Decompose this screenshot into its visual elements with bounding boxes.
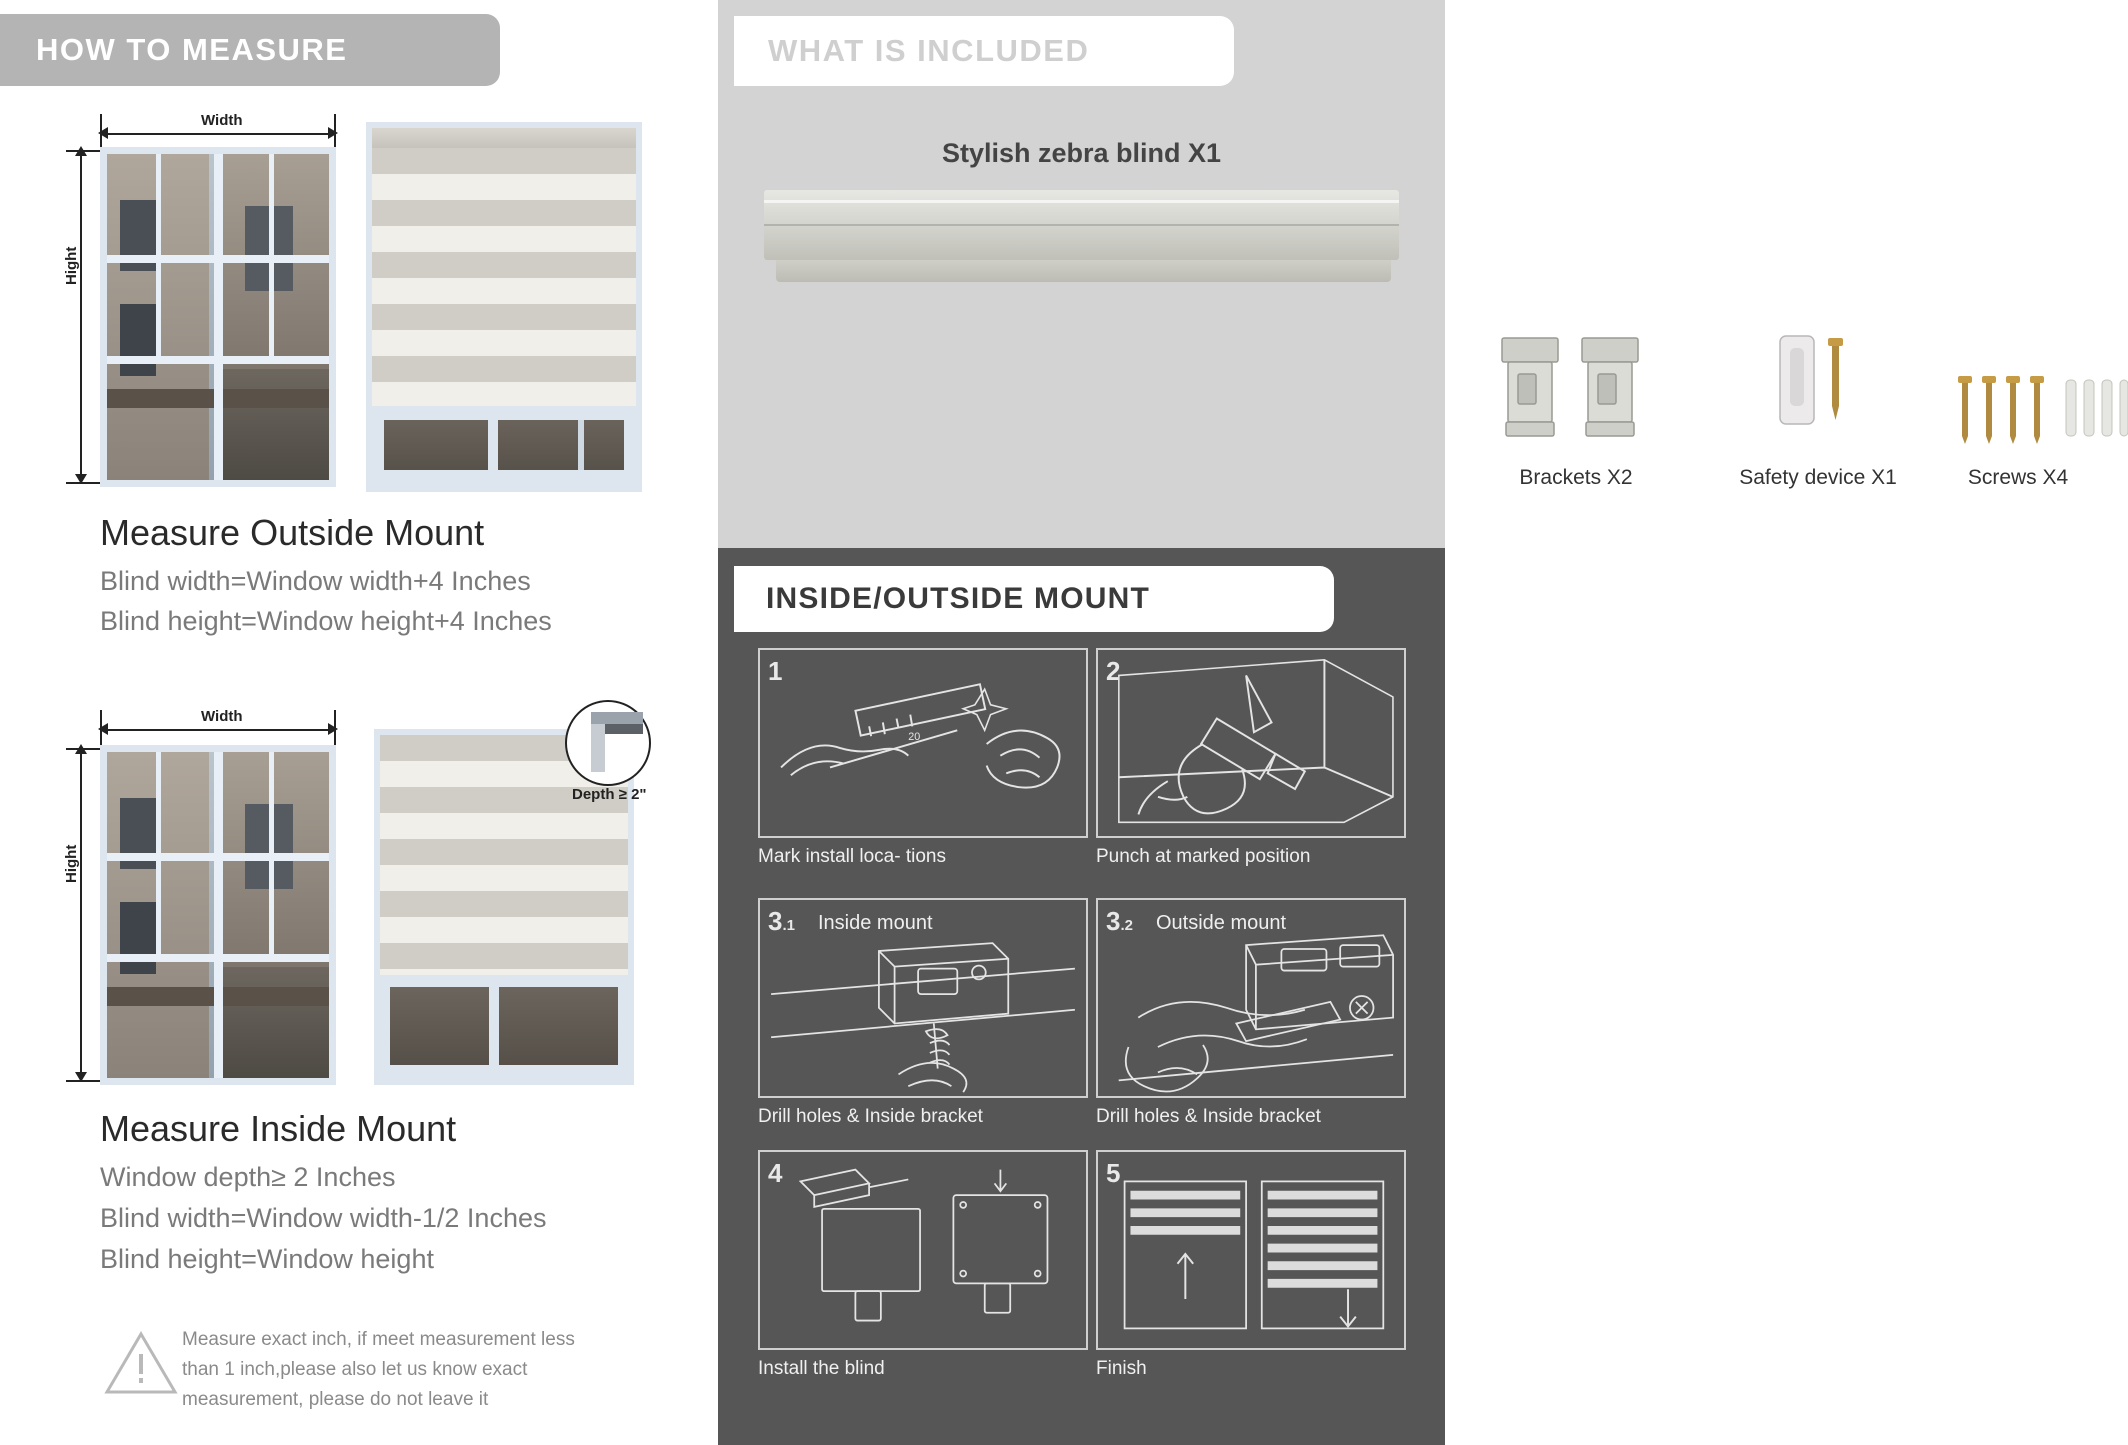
step-caption-3-2: Drill holes & Inside bracket xyxy=(1096,1106,1321,1127)
what-is-included-panel xyxy=(718,0,2069,548)
inside-mount-line-3: Blind height=Window height xyxy=(100,1244,434,1274)
depth-label: Depth ≥ 2" xyxy=(572,786,647,803)
width-tick-right-inside xyxy=(334,710,336,748)
step-card-2 xyxy=(1096,648,1406,838)
note-line-1: Measure exact inch, if meet measurement less xyxy=(182,1329,575,1350)
what-is-included-banner: WHAT IS INCLUDED xyxy=(734,16,1234,86)
height-arrow-line-outside xyxy=(80,150,82,480)
width-tick-left-inside xyxy=(100,710,102,748)
how-to-measure-panel xyxy=(0,0,712,1445)
brackets-image xyxy=(1496,328,1656,446)
step-subtitle-3-2: Outside mount xyxy=(1156,912,1287,934)
part-caption-safety: Safety device X1 xyxy=(1739,466,1897,489)
zebra-fabric-outside xyxy=(372,148,636,406)
step-number-1: 1 xyxy=(768,656,783,686)
width-arrow-line-inside xyxy=(100,729,336,731)
note-line-2: than 1 inch,please also let us know exact xyxy=(182,1359,528,1380)
window-view-outside xyxy=(372,406,636,486)
step-card-1 xyxy=(758,648,1088,838)
inside-outside-mount-panel xyxy=(718,548,1445,1445)
width-arrow-right-inside xyxy=(328,723,338,735)
step-number-4: 4 xyxy=(768,1158,783,1188)
blind-photo-outside xyxy=(366,122,642,492)
height-arrow-line-inside xyxy=(80,748,82,1078)
window-view-inside xyxy=(380,975,628,1079)
step-number-5: 5 xyxy=(1106,1158,1121,1188)
width-arrow-line-outside xyxy=(100,133,336,135)
outside-mount-line-1: Blind width=Window width+4 Inches xyxy=(100,566,531,596)
zebra-blind-bottom-rail xyxy=(776,260,1391,282)
step-sketch-3-2 xyxy=(1098,900,1404,1096)
zebra-blind-product-image xyxy=(764,190,1399,260)
step-card-3-2 xyxy=(1096,898,1406,1098)
height-label-inside: Hight xyxy=(63,840,80,888)
outside-mount-line-2: Blind height=Window height+4 Inches xyxy=(100,606,552,636)
window-photo-outside xyxy=(100,147,336,487)
height-tick-bottom-outside xyxy=(66,482,102,484)
outside-mount-heading: Measure Outside Mount xyxy=(100,512,485,553)
height-label-outside: Hight xyxy=(63,242,80,290)
safety-device-image xyxy=(1758,328,1878,446)
inside-outside-mount-banner: INSIDE/OUTSIDE MOUNT xyxy=(734,566,1334,632)
warning-triangle-icon xyxy=(104,1330,178,1396)
step-card-5 xyxy=(1096,1150,1406,1350)
step-caption-1: Mark install loca- tions xyxy=(758,846,946,867)
height-tick-bottom-inside xyxy=(66,1080,102,1082)
width-arrow-right-outside xyxy=(328,127,338,139)
step-number-2: 2 xyxy=(1106,656,1121,686)
screws-image xyxy=(1948,328,2128,446)
step-sketch-3-1 xyxy=(760,900,1086,1096)
step-caption-4: Install the blind xyxy=(758,1358,885,1379)
height-tick-top-inside xyxy=(66,748,102,750)
step-caption-2: Punch at marked position xyxy=(1096,846,1311,867)
svg-text:20: 20 xyxy=(908,731,921,744)
product-title: Stylish zebra blind X1 xyxy=(941,138,1222,168)
step-sketch-5 xyxy=(1098,1152,1404,1348)
part-caption-brackets: Brackets X2 xyxy=(1519,466,1633,489)
blind-headrail-outside xyxy=(372,128,636,148)
step-sketch-1 xyxy=(760,650,1086,836)
step-number-3-1: 3.1 xyxy=(768,906,795,936)
step-caption-5: Finish xyxy=(1096,1358,1147,1379)
step-card-4 xyxy=(758,1150,1088,1350)
step-caption-3-1: Drill holes & Inside bracket xyxy=(758,1106,983,1127)
step-card-3-1 xyxy=(758,898,1088,1098)
depth-callout-circle xyxy=(565,700,651,786)
step-sketch-4 xyxy=(760,1152,1086,1348)
inside-mount-line-2: Blind width=Window width-1/2 Inches xyxy=(100,1203,547,1233)
inside-mount-line-1: Window depth≥ 2 Inches xyxy=(100,1162,396,1192)
inside-mount-heading: Measure Inside Mount xyxy=(100,1108,457,1149)
note-line-3: measurement, please do not leave it xyxy=(182,1389,489,1410)
window-photo-inside xyxy=(100,745,336,1085)
step-subtitle-3-1: Inside mount xyxy=(818,912,933,934)
height-tick-top-outside xyxy=(66,150,102,152)
width-label-outside: Width xyxy=(196,112,248,129)
how-to-measure-banner: HOW TO MEASURE xyxy=(0,14,500,86)
step-number-3-2: 3.2 xyxy=(1106,906,1133,936)
step-sketch-2 xyxy=(1098,650,1404,836)
width-label-inside: Width xyxy=(196,708,248,725)
part-caption-screws: Screws X4 xyxy=(1967,466,2069,489)
